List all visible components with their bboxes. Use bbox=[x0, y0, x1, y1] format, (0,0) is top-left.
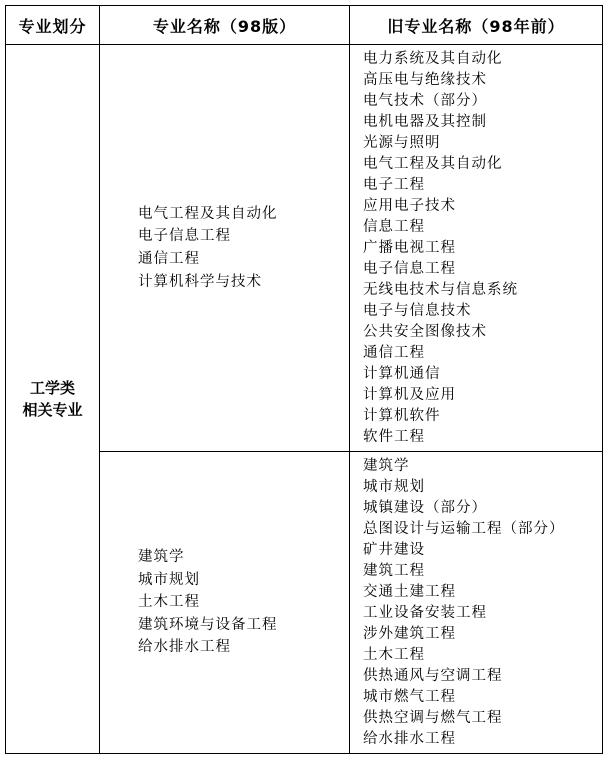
old-name-item: 计算机及应用 bbox=[363, 387, 456, 403]
old-name-item: 建筑学 bbox=[363, 458, 410, 474]
old-name-item: 应用电子技术 bbox=[363, 198, 456, 214]
table-row bbox=[6, 45, 603, 452]
old-name-item: 城镇建设（部分） bbox=[363, 500, 487, 516]
header-old-name: 旧专业名称（98年前） bbox=[350, 6, 603, 45]
old-name-item: 给水排水工程 bbox=[363, 731, 456, 747]
old-name-item: 供热通风与空调工程 bbox=[363, 668, 503, 684]
category-line: 相关专业 bbox=[22, 401, 83, 419]
new-name-item: 电子信息工程 bbox=[138, 228, 231, 245]
old-name-item: 电子与信息技术 bbox=[363, 303, 472, 319]
major-comparison-table bbox=[5, 5, 603, 754]
old-name-item: 电子信息工程 bbox=[363, 261, 456, 277]
old-name-item: 电力系统及其自动化 bbox=[363, 51, 503, 67]
old-name-item: 矿井建设 bbox=[363, 542, 425, 558]
category-cell bbox=[6, 45, 100, 754]
old-name-item: 通信工程 bbox=[363, 345, 425, 361]
category-line: 工学类 bbox=[29, 379, 75, 397]
old-names-cell bbox=[350, 452, 603, 754]
old-name-item: 计算机通信 bbox=[363, 366, 441, 382]
old-name-item: 高压电与绝缘技术 bbox=[363, 72, 487, 88]
old-name-item: 电气技术（部分） bbox=[363, 93, 487, 109]
old-name-item: 建筑工程 bbox=[363, 563, 425, 579]
old-name-item: 土木工程 bbox=[363, 647, 425, 663]
old-name-item: 交通土建工程 bbox=[363, 584, 456, 600]
new-names-cell bbox=[100, 45, 350, 452]
new-name-item: 通信工程 bbox=[138, 251, 200, 267]
old-name-item: 城市燃气工程 bbox=[363, 689, 456, 705]
header-new-name: 专业名称（98版） bbox=[100, 6, 350, 45]
old-name-item: 电气工程及其自动化 bbox=[363, 156, 503, 172]
old-name-item: 总图设计与运输工程（部分） bbox=[363, 521, 565, 537]
new-name-item: 计算机科学与技术 bbox=[138, 273, 262, 290]
new-name-item: 电气工程及其自动化 bbox=[138, 205, 278, 222]
new-name-item: 土木工程 bbox=[138, 594, 200, 611]
old-name-item: 工业设备安装工程 bbox=[363, 605, 487, 621]
new-name-item: 城市规划 bbox=[138, 571, 200, 588]
old-name-item: 涉外建筑工程 bbox=[363, 626, 456, 642]
old-name-item: 信息工程 bbox=[363, 219, 425, 235]
old-name-item: 计算机软件 bbox=[363, 408, 441, 424]
old-name-item: 供热空调与燃气工程 bbox=[363, 710, 503, 726]
old-name-item: 软件工程 bbox=[363, 429, 425, 445]
old-name-item: 电子工程 bbox=[363, 177, 425, 193]
old-name-item: 无线电技术与信息系统 bbox=[363, 282, 518, 298]
new-names-cell bbox=[100, 452, 350, 754]
old-name-item: 光源与照明 bbox=[363, 135, 441, 151]
header-row bbox=[6, 6, 603, 45]
new-name-item: 建筑环境与设备工程 bbox=[138, 616, 278, 633]
old-name-item: 电机电器及其控制 bbox=[363, 114, 487, 130]
old-name-item: 公共安全图像技术 bbox=[363, 324, 487, 340]
old-name-item: 广播电视工程 bbox=[363, 240, 456, 256]
old-names-cell bbox=[350, 45, 603, 452]
old-name-item: 城市规划 bbox=[363, 479, 425, 495]
new-name-item: 建筑学 bbox=[138, 549, 185, 566]
header-division: 专业划分 bbox=[6, 6, 100, 45]
new-name-item: 给水排水工程 bbox=[138, 639, 231, 656]
